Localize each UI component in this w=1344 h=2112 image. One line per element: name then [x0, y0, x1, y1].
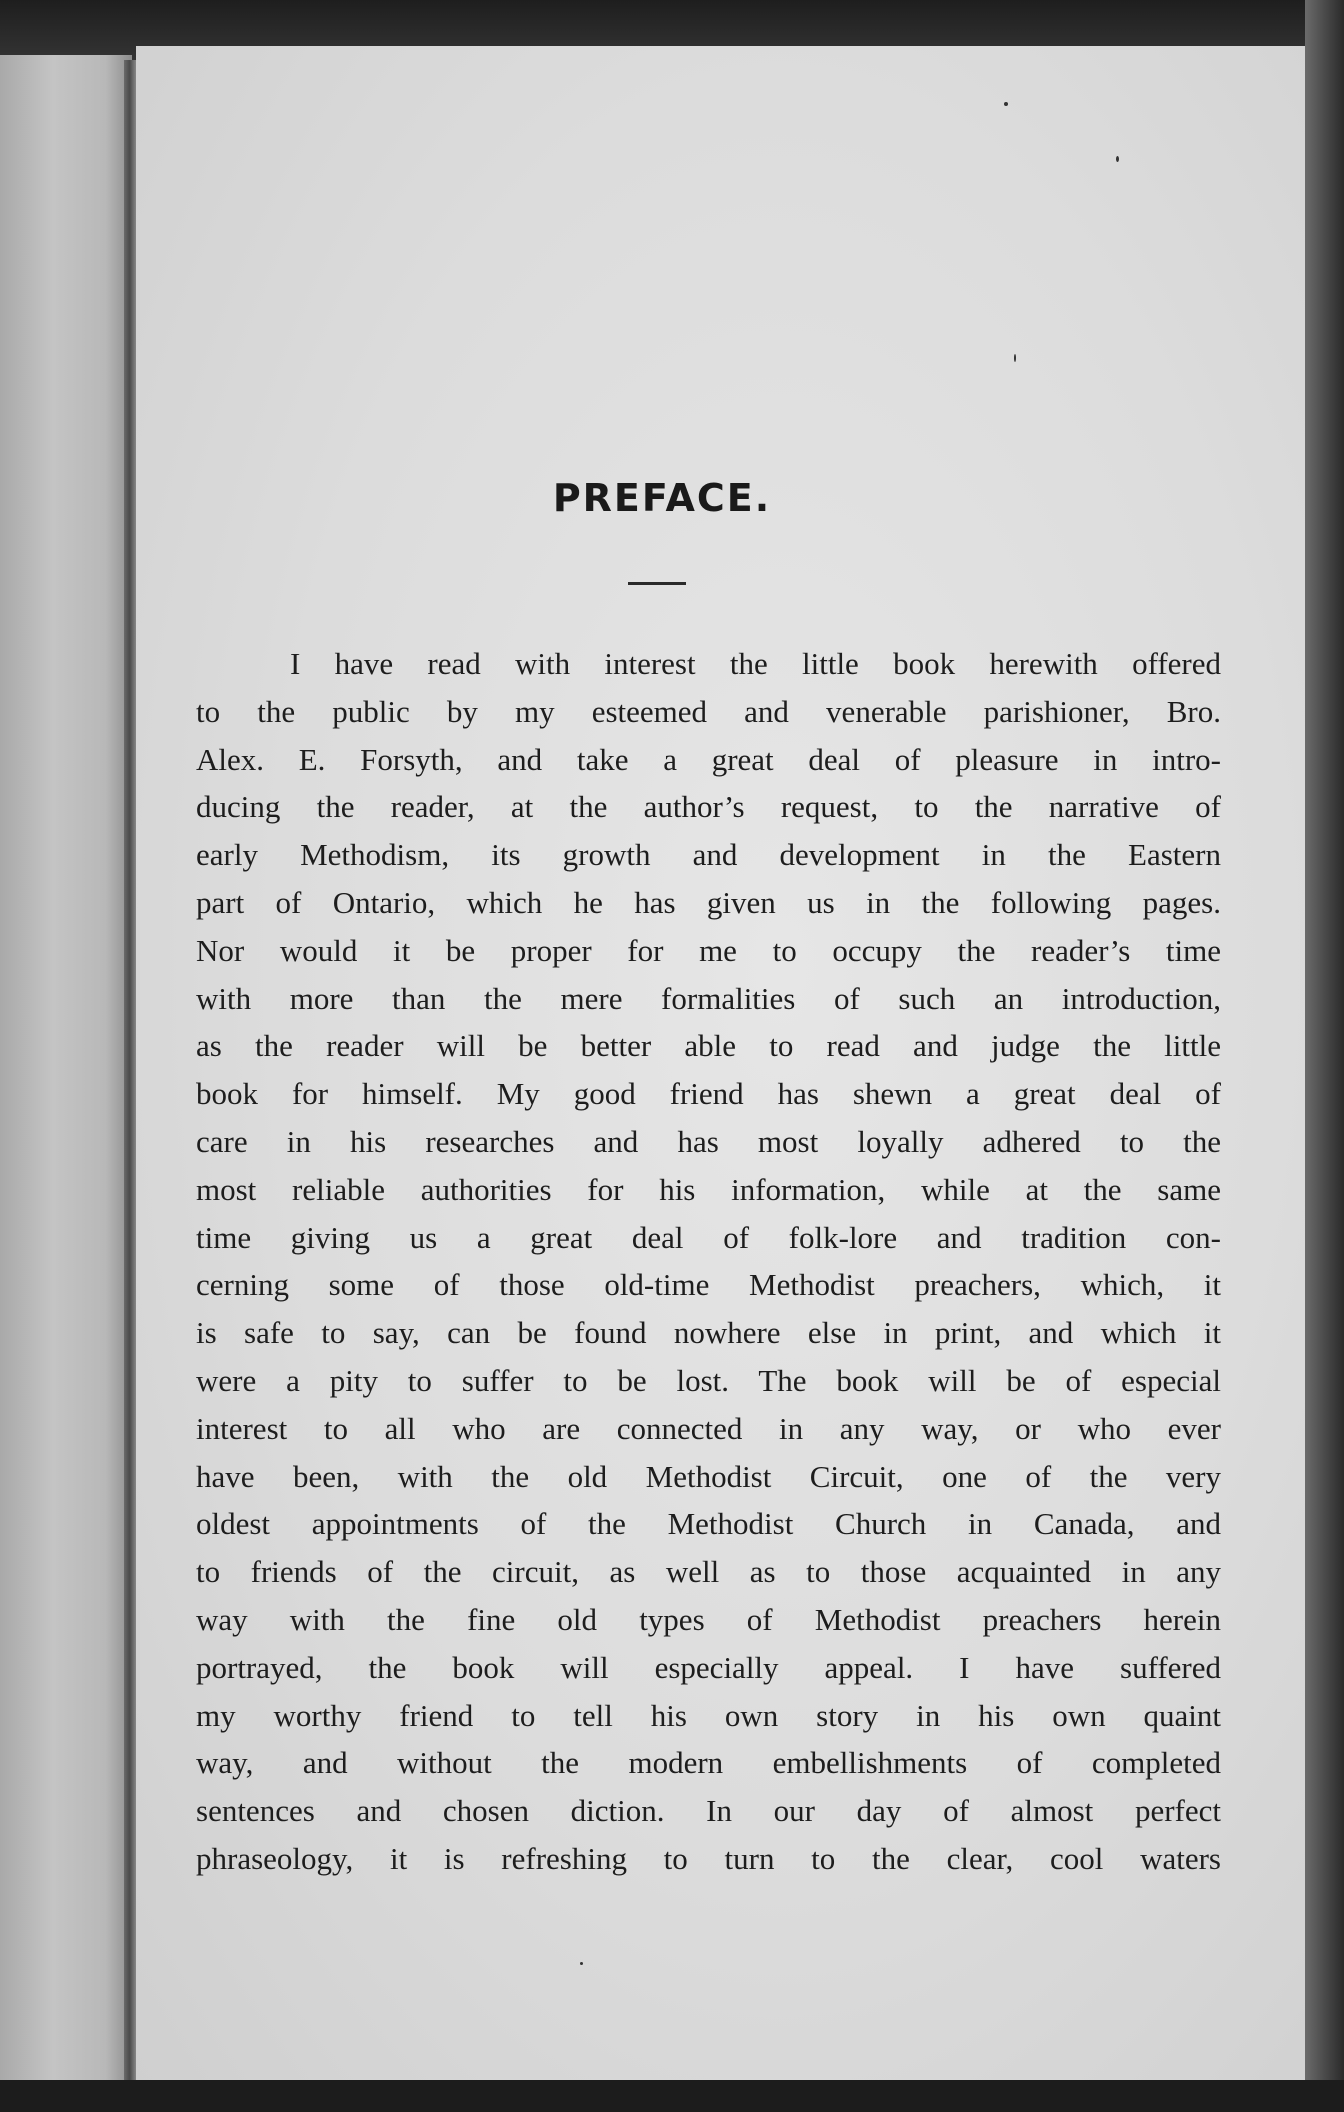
text-line: most reliable authorities for his information, while at the same: [196, 1171, 1221, 1207]
text-line: Alex. E. Forsyth, and take a great deal of pleasure in intro-: [196, 741, 1221, 777]
paper-speck: [1004, 102, 1008, 106]
text-line: care in his researches and has most loyally adhered to the: [196, 1123, 1221, 1159]
paper-speck: [1014, 354, 1016, 362]
text-line: portrayed, the book will especially appeal. I have suffered: [196, 1649, 1221, 1685]
text-line: to the public by my esteemed and venerable parishioner, Bro.: [196, 693, 1221, 729]
text-line: Nor would it be proper for me to occupy the reader’s time: [196, 932, 1221, 968]
text-line: book for himself. My good friend has shewn a great deal of: [196, 1076, 1221, 1112]
book-page: [136, 46, 1308, 2086]
text-line: cerning some of those old-time Methodist preachers, which, it: [196, 1267, 1221, 1303]
text-line: ducing the reader, at the author’s request, to the narrative of: [196, 789, 1221, 825]
paper-speck: [1116, 156, 1119, 162]
text-line: to friends of the circuit, as well as to those acquainted in any: [196, 1554, 1221, 1590]
text-line: oldest appointments of the Methodist Church in Canada, and: [196, 1506, 1221, 1542]
scan-border-bottom: [0, 2080, 1344, 2112]
title-rule: [628, 582, 686, 585]
text-line: time giving us a great deal of folk-lore and tradition con-: [196, 1219, 1221, 1255]
text-line: have been, with the old Methodist Circuit, one of the very: [196, 1458, 1221, 1494]
text-line: way with the fine old types of Methodist preachers herein: [196, 1601, 1221, 1637]
scan-border-right: [1305, 0, 1344, 2112]
text-line: interest to all who are connected in any way, or who ever: [196, 1410, 1221, 1446]
page-title: PREFACE.: [552, 476, 772, 520]
text-line: early Methodism, its growth and development in the Eastern: [196, 837, 1221, 873]
text-line: with more than the mere formalities of such an introduction,: [196, 980, 1221, 1016]
left-page-remnant: [0, 55, 132, 2095]
text-line: my worthy friend to tell his own story in his own quaint: [196, 1697, 1221, 1733]
text-line: is safe to say, can be found nowhere else in print, and which it: [196, 1315, 1221, 1351]
text-line: way, and without the modern embellishments of completed: [196, 1745, 1221, 1781]
text-line: as the reader will be better able to read and judge the little: [196, 1028, 1221, 1064]
preface-body: [196, 640, 1221, 1883]
text-line: part of Ontario, which he has given us in the following pages.: [196, 884, 1221, 920]
text-line: were a pity to suffer to be lost. The book will be of especial: [196, 1362, 1221, 1398]
text-line: sentences and chosen diction. In our day of almost perfect: [196, 1793, 1221, 1829]
paper-speck: [580, 1962, 583, 1965]
text-line: phraseology, it is refreshing to turn to the clear, cool waters: [196, 1840, 1221, 1876]
text-line: I have read with interest the little book herewith offered: [290, 646, 1221, 681]
